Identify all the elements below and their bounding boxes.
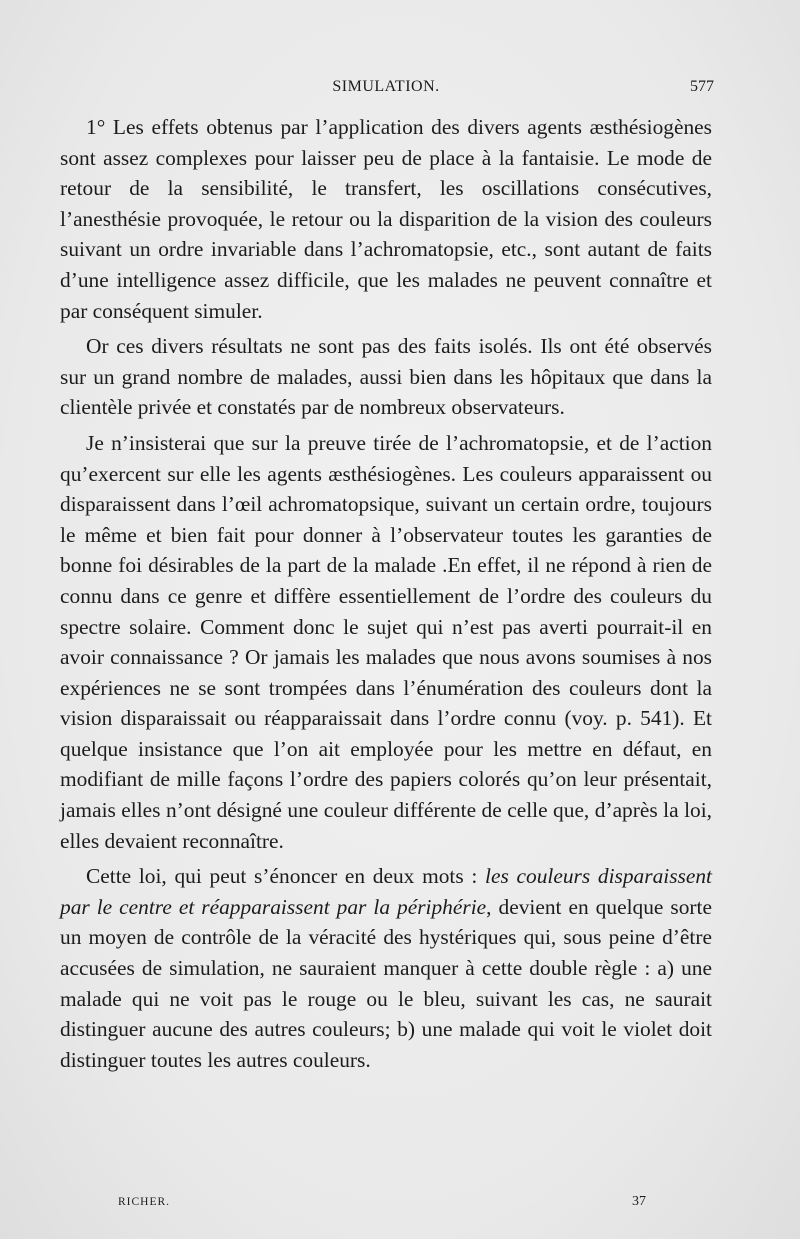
paragraph-1: 1° Les effets obtenus par l’application des divers agents æsthésiogènes sont assez complexes pour laisser peu de place à la fantaisie. Le mode de retour de la sensibilité, le transfert, les oscillations consécutives, l’anesthésie provoquée, le retour ou la disparition de la vision des couleurs suivant un ordre invariable dans l’achromatopsie, etc., sont autant de faits d’une intelligence assez difficile, que les malades ne peuvent connaître et par conséquent simuler. [60,115,712,323]
paragraph-4-italic-law: les couleurs disparaissent par le centre et réapparaissent par la périphérie [60,864,712,919]
body-text [60,112,712,1080]
sheet-number: 37 [632,1194,646,1209]
paragraph-4 [60,861,712,1075]
page-header [58,78,714,104]
paragraph-4-rest: , devient en quelque sorte un moyen de contrôle de la véracité des hystériques qui, sous peine d’être accusées de simulation, ne sauraient manquer à cette double règle : a) une malade qui ne voit pas le rouge ou le bleu, suivant les cas, ne saurait distinguer aucune des autres couleurs; b) une malade qui voit le violet doit distinguer toutes les autres couleurs. [60,894,712,1072]
page-number: 577 [690,78,714,95]
signature-mark: RICHER. [118,1196,171,1208]
paragraph-3: Je n’insisterai que sur la preuve tirée de l’achromatopsie, et de l’action qu’exercent sur elle les agents æsthésiogènes. Les couleurs apparaissent ou disparaissent dans l’œil achromatopsique, suivant un certain ordre, toujours le même et bien fait pour donner à l’observateur toutes les garanties de bonne foi désirables de la part de la malade .En effet, il ne répond à rien de connu dans ce genre et diffère essentiellement de l’ordre des couleurs du spectre solaire. Comment donc le sujet qui n’est pas averti pourrait-il en avoir connaissance ? Or jamais les malades que nous avons soumises à nos expériences ne se sont trompées dans l’énumération des couleurs dont la vision disparaissait ou réapparaissait dans l’ordre connu (voy. p. 541). Et quelque insistance que l’on ait employée pour les mettre en défaut, en modifiant de mille façons l’ordre des papiers colorés qu’on leur présentait, jamais elles n’ont désigné une couleur différente de celle que, d’après la loi, elles devaient reconnaître. [60,430,712,853]
paragraph-4-lead: Cette loi, qui peut s’énoncer en deux mots : [86,864,486,889]
page-footer [118,1194,646,1214]
running-title: SIMULATION. [332,78,440,95]
paragraph-2: Or ces divers résultats ne sont pas des faits isolés. Ils ont été observés sur un grand nombre de malades, aussi bien dans les hôpitaux que dans la clientèle privée et constatés par de nombreux observateurs. [60,334,712,420]
